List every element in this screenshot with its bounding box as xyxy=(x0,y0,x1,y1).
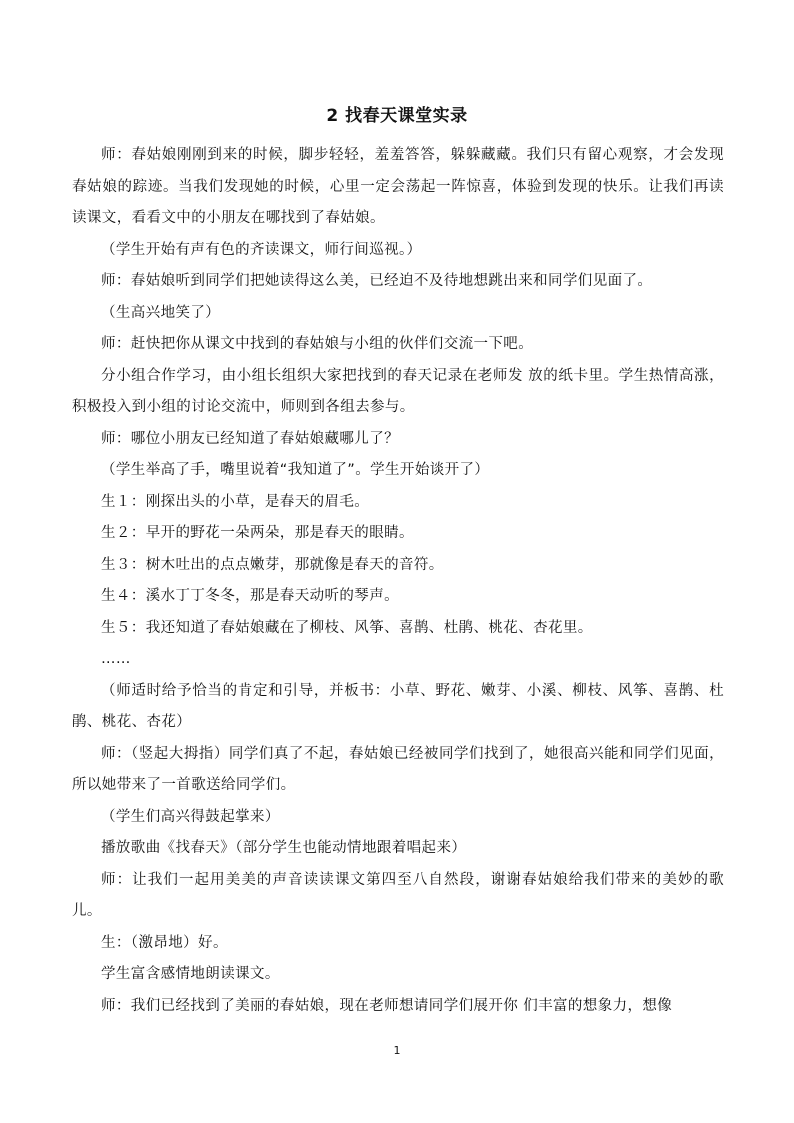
paragraph: 师：让我们一起用美美的声音读读课文第四至八自然段，谢谢春姑娘给我们带来的美妙的歌儿。 xyxy=(72,871,724,919)
paragraph: （学生们高兴得鼓起掌来） xyxy=(101,808,280,825)
paragraph: 师：我们已经找到了美丽的春姑娘，现在老师想请同学们展开你 们丰富的想象力，想像 xyxy=(101,997,673,1014)
paragraph: 生：（激昂地）好。 xyxy=(101,934,228,951)
page-number: 1 xyxy=(393,1044,401,1057)
paragraph: （学生开始有声有色的齐读课文，师行间巡视。） xyxy=(101,241,422,258)
paragraph: 生１：刚探出头的小草，是春天的眉毛。 xyxy=(101,493,370,510)
paragraph: 师：春姑娘刚刚到来的时候，脚步轻轻，羞羞答答，躲躲藏藏。我们只有留心观察，才会发现春姑娘的踪迹。当我们发现她的时候，心里一定会荡起一阵惊喜，体验到发现的快乐。让我们再读读课文，看看文中的小朋友在哪找到了春姑娘。 xyxy=(72,147,724,226)
paragraph: 播放歌曲《找春天》（部分学生也能动情地跟着唱起来） xyxy=(101,840,467,856)
paragraph: 生３：树木吐出的点点嫩芽，那就像是春天的音符。 xyxy=(101,556,444,573)
paragraph: 师：（竖起大拇指）同学们真了不起，春姑娘已经被同学们找到了，她很高兴能和同学们见面，所以她带来了一首歌送给同学们。 xyxy=(72,745,724,793)
paragraph: 师：赶快把你从课文中找到的春姑娘与小组的伙伴们交流一下吧。 xyxy=(101,336,534,352)
document-body xyxy=(72,140,724,1022)
paragraph: （师适时给予恰当的肯定和引导，并板书：小草、野花、嫩芽、小溪、柳枝、风筝、喜鹊、杜鹃、桃花、杏花） xyxy=(72,682,724,730)
paragraph: 生５：我还知道了春姑娘藏在了柳枝、风筝、喜鹊、杜鹃、桃花、杏花里。 xyxy=(101,619,593,636)
paragraph: 师：春姑娘听到同学们把她读得这么美，已经迫不及待地想跳出来和同学们见面了。 xyxy=(101,273,653,289)
paragraph: 生２：早开的野花一朵两朵，那是春天的眼睛。 xyxy=(101,525,414,541)
paragraph: …… xyxy=(101,651,131,667)
paragraph: 生４：溪水丁丁冬冬，那是春天动听的琴声。 xyxy=(101,588,399,604)
paragraph: （生高兴地笑了） xyxy=(101,304,221,321)
document-title: 2 找春天课堂实录 xyxy=(326,106,468,126)
paragraph: （学生举高了手，嘴里说着“我知道了”。学生开始谈开了） xyxy=(101,462,490,478)
paragraph: 分小组合作学习，由小组长组织大家把找到的春天记录在老师发 放的纸卡里。学生热情高涨，积极投入到小组的讨论交流中，师则到各组去参与。 xyxy=(72,367,724,415)
paragraph: 学生富含感情地朗读课文。 xyxy=(101,966,280,982)
paragraph: 师：哪位小朋友已经知道了春姑娘藏哪儿了？ xyxy=(101,430,399,447)
